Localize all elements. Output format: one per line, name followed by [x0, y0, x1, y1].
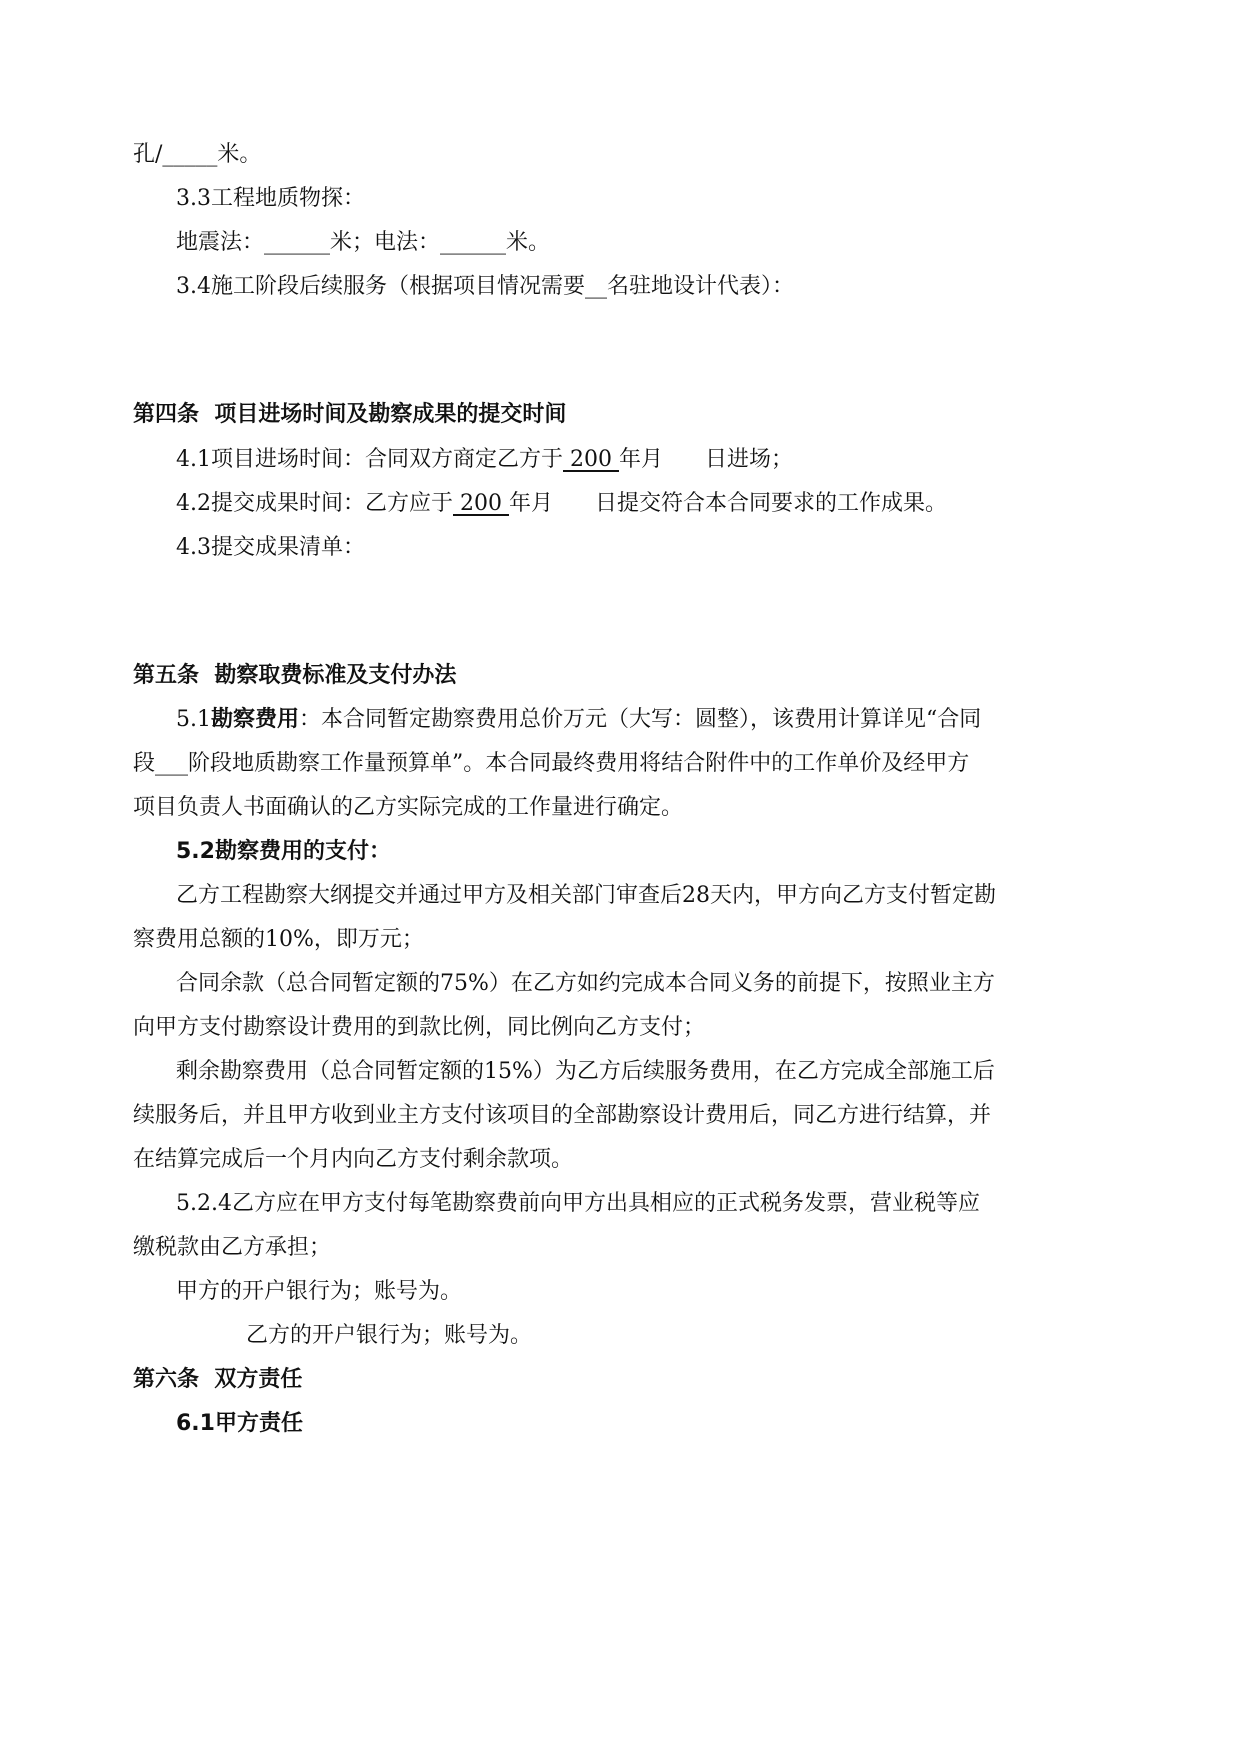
payment-para-3-line2: 续服务后，并且甲方收到业主方支付该项目的全部勘察设计费用后，同乙方进行结算，并 [133, 1103, 992, 1128]
clause-3-3-heading: 3.3工程地质物探： [176, 186, 365, 211]
clause-3-4: 3.4施工阶段后续服务（根据项目情况需要__名驻地设计代表）： [176, 274, 794, 299]
clause-5-1-text: ：本合同暂定勘察费用总价万元（大写：圆整），该费用计算详见“合同 [299, 707, 982, 732]
payment-para-2-line2: 向甲方支付勘察设计费用的到款比例，同比例向乙方支付； [133, 1015, 706, 1040]
clause-5-1 [176, 705, 981, 735]
clause-4-1-tail: 年月 日进场； [618, 447, 793, 472]
payment-para-2-line1: 合同余款（总合同暂定额的75%）在乙方如约完成本合同义务的前提下，按照业主方 [176, 971, 995, 996]
article-4-heading: 第四条 项目进场时间及勘察成果的提交时间 [133, 402, 567, 427]
article-5-heading: 第五条 勘察取费标准及支付办法 [133, 663, 457, 688]
clause-5-2-4-line1: 5.2.4乙方应在甲方支付每笔勘察费前向甲方出具相应的正式税务发票，营业税等应 [176, 1191, 980, 1216]
clause-4-2-text: 4.2提交成果时间：乙方应于 [176, 491, 453, 516]
clause-5-1-number: 5.1 [176, 707, 211, 732]
clause-4-3: 4.3提交成果清单： [176, 535, 365, 560]
clause-4-1-year: 200 [563, 447, 619, 472]
clause-4-1 [176, 445, 793, 475]
party-b-bank: 乙方的开户银行为；账号为。 [246, 1323, 533, 1348]
clause-5-2-heading: 5.2勘察费用的支付： [176, 839, 391, 864]
clause-5-1-title: 勘察费用 [211, 707, 300, 732]
payment-para-1-line2: 察费用总额的10%，即万元； [133, 927, 424, 952]
clause-5-2-4-line2: 缴税款由乙方承担； [133, 1235, 332, 1260]
payment-para-3-line3: 在结算完成后一个月内向乙方支付剩余款项。 [133, 1147, 574, 1172]
clause-4-2-year: 200 [453, 491, 509, 516]
payment-para-1-line1: 乙方工程勘察大纲提交并通过甲方及相关部门审查后28天内，甲方向乙方支付暂定勘 [176, 883, 996, 908]
payment-para-3-line1: 剩余勘察费用（总合同暂定额的15%）为乙方后续服务费用，在乙方完成全部施工后 [176, 1059, 995, 1084]
clause-6-1-heading: 6.1甲方责任 [176, 1411, 303, 1436]
article-6-heading: 第六条 双方责任 [133, 1367, 303, 1392]
clause-4-1-text: 4.1项目进场时间：合同双方商定乙方于 [176, 447, 563, 472]
clause-5-1-line3: 项目负责人书面确认的乙方实际完成的工作量进行确定。 [133, 795, 684, 820]
clause-3-3-detail: 地震法：______米；电法：______米。 [176, 230, 551, 255]
clause-5-1-line2: 段___阶段地质勘察工作量预算单”。本合同最终费用将结合附件中的工作单价及经甲方 [133, 751, 970, 776]
clause-4-2-tail: 年月 日提交符合本合同要求的工作成果。 [508, 491, 947, 516]
text-line-hole-meters: 孔/_____米。 [133, 142, 262, 167]
party-a-bank: 甲方的开户银行为；账号为。 [176, 1279, 463, 1304]
clause-4-2 [176, 489, 947, 519]
